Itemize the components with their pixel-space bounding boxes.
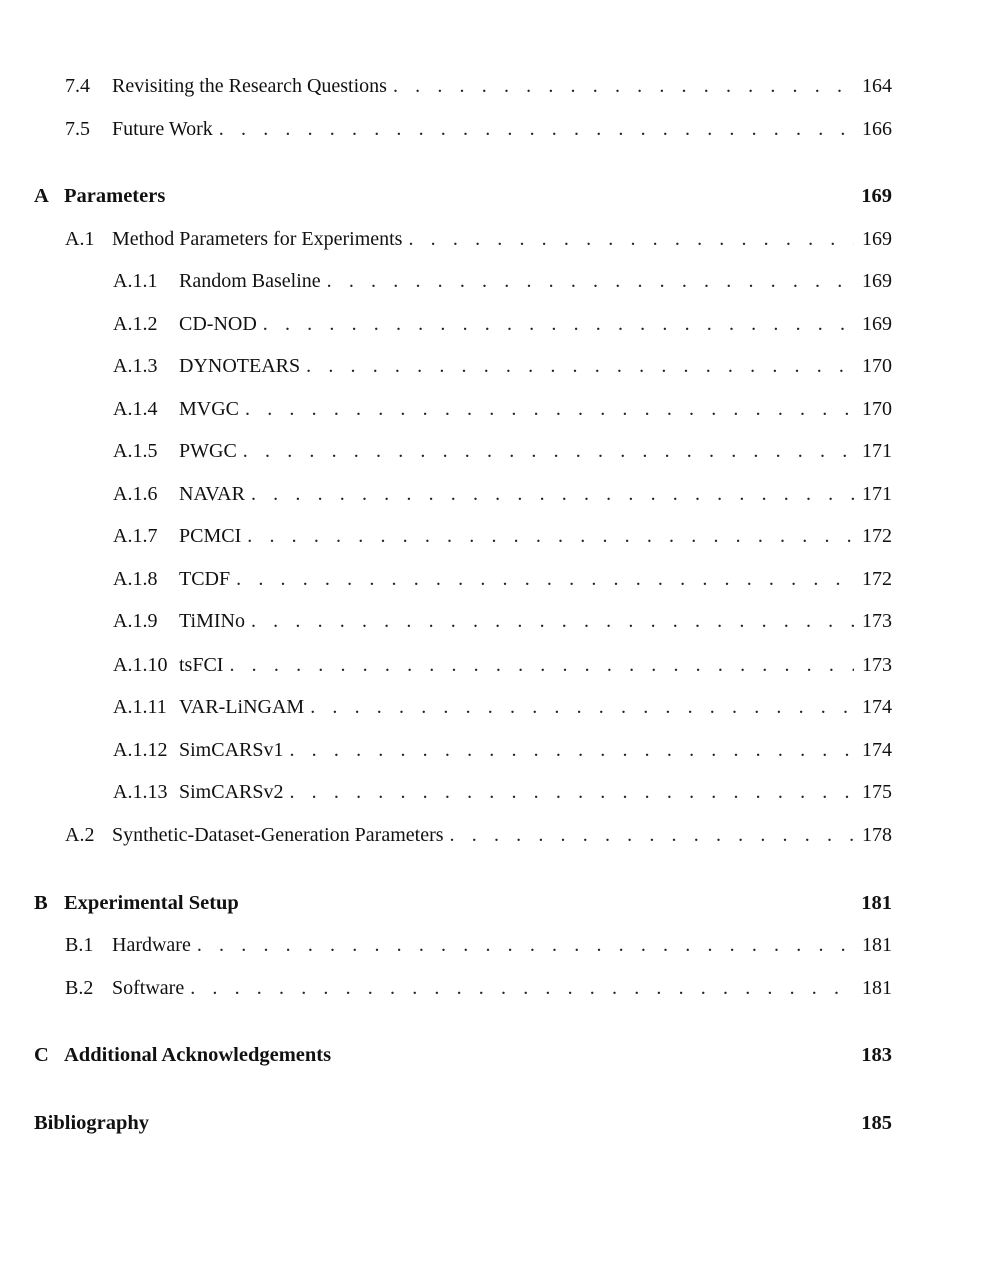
toc-number: 7.4 [65, 75, 90, 97]
toc-entry-a-1-4[interactable] [113, 397, 892, 421]
toc-page: 169 [862, 270, 892, 292]
toc-title: tsFCI [179, 654, 224, 676]
toc-number: B [34, 892, 48, 914]
dot-leader [306, 354, 854, 378]
toc-chapter-b[interactable] [34, 891, 892, 915]
toc-page: 169 [862, 228, 892, 250]
toc-entry-a-1-1[interactable] [113, 269, 892, 293]
toc-page: 174 [862, 739, 892, 761]
toc-page: 169 [861, 185, 892, 207]
dot-leader [236, 567, 854, 591]
toc-number: A.1.5 [113, 440, 158, 462]
toc-number: A.1 [65, 228, 95, 250]
dot-leader [251, 482, 854, 506]
toc-entry-a-1-13[interactable] [113, 780, 892, 804]
toc-title: SimCARSv2 [179, 781, 284, 803]
toc-page: 181 [862, 934, 892, 956]
toc-chapter-c[interactable] [34, 1043, 892, 1067]
dot-leader [243, 439, 854, 463]
dot-leader [197, 933, 854, 957]
toc-number: A.1.10 [113, 654, 168, 676]
toc-page: 171 [862, 440, 892, 462]
toc-entry-b-2[interactable] [65, 976, 892, 1000]
toc-page: 173 [862, 610, 892, 632]
toc-number: A.1.7 [113, 525, 158, 547]
toc-number: A.1.3 [113, 355, 158, 377]
toc-chapter-a[interactable] [34, 184, 892, 208]
toc-page: 169 [862, 313, 892, 335]
dot-leader [310, 695, 854, 719]
toc-entry-a-1-7[interactable] [113, 524, 892, 548]
dot-leader [289, 780, 854, 804]
toc-title: CD-NOD [179, 313, 257, 335]
toc-number: A [34, 185, 49, 207]
toc-entry-a-1-10[interactable] [113, 653, 892, 677]
toc-title: Parameters [64, 185, 166, 207]
toc-chapter-bibliography[interactable] [34, 1111, 892, 1135]
toc-title: Method Parameters for Experiments [112, 228, 403, 250]
toc-number: A.2 [65, 824, 95, 846]
toc-entry-a-1-6[interactable] [113, 482, 892, 506]
toc-page: 181 [862, 977, 892, 999]
toc-page: 174 [862, 696, 892, 718]
toc-page: 185 [861, 1112, 892, 1134]
toc-title: TCDF [179, 568, 231, 590]
toc-title: Experimental Setup [64, 892, 239, 914]
toc-page: 171 [862, 483, 892, 505]
toc-entry-a-1-2[interactable] [113, 312, 892, 336]
toc-number: C [34, 1044, 49, 1066]
toc-title: Revisiting the Research Questions [112, 75, 387, 97]
toc-page: 170 [862, 398, 892, 420]
toc-page: 181 [861, 892, 892, 914]
dot-leader [327, 269, 854, 293]
dot-leader [263, 312, 854, 336]
toc-title: TiMINo [179, 610, 245, 632]
toc-number: A.1.11 [113, 696, 167, 718]
dot-leader [450, 823, 854, 847]
toc-entry-7-4[interactable] [65, 74, 892, 98]
toc-title: Hardware [112, 934, 191, 956]
dot-leader [245, 397, 854, 421]
toc-page: 175 [862, 781, 892, 803]
toc-number: A.1.4 [113, 398, 158, 420]
toc-entry-a-2[interactable] [65, 823, 892, 847]
dot-leader [408, 227, 854, 251]
toc-number: A.1.12 [113, 739, 168, 761]
toc-title: Additional Acknowledgements [64, 1044, 332, 1066]
toc-entry-a-1-12[interactable] [113, 738, 892, 762]
toc-title: Random Baseline [179, 270, 321, 292]
toc-title: PWGC [179, 440, 237, 462]
toc-title: PCMCI [179, 525, 242, 547]
dot-leader [219, 117, 854, 141]
toc-number: A.1.13 [113, 781, 168, 803]
toc-title: Future Work [112, 118, 213, 140]
toc-entry-a-1-3[interactable] [113, 354, 892, 378]
dot-leader [289, 738, 854, 762]
dot-leader [393, 74, 854, 98]
toc-title: MVGC [179, 398, 240, 420]
toc-page: 183 [861, 1044, 892, 1066]
dot-leader [190, 976, 854, 1000]
toc-entry-a-1[interactable] [65, 227, 892, 251]
toc-number: A.1.2 [113, 313, 158, 335]
dot-leader [229, 653, 854, 677]
toc-entry-a-1-5[interactable] [113, 439, 892, 463]
toc-page: 166 [862, 118, 892, 140]
toc-title: VAR-LiNGAM [179, 696, 305, 718]
toc-title: Bibliography [34, 1112, 150, 1134]
toc-page: 172 [862, 568, 892, 590]
dot-leader [247, 524, 854, 548]
toc-title: Synthetic-Dataset-Generation Parameters [112, 824, 444, 846]
toc-number: B.2 [65, 977, 94, 999]
toc-number: A.1.6 [113, 483, 158, 505]
toc-number: A.1.1 [113, 270, 158, 292]
toc-entry-7-5[interactable] [65, 117, 892, 141]
toc-number: 7.5 [65, 118, 90, 140]
toc-number: A.1.9 [113, 610, 158, 632]
toc-page: 164 [862, 75, 892, 97]
toc-page: 178 [862, 824, 892, 846]
toc-entry-b-1[interactable] [65, 933, 892, 957]
toc-entry-a-1-8[interactable] [113, 567, 892, 591]
toc-page: 173 [862, 654, 892, 676]
toc-entry-a-1-9[interactable] [113, 609, 892, 633]
toc-title: NAVAR [179, 483, 245, 505]
toc-title: Software [112, 977, 185, 999]
toc-number: B.1 [65, 934, 94, 956]
toc-page: 172 [862, 525, 892, 547]
toc-page: 170 [862, 355, 892, 377]
toc-entry-a-1-11[interactable] [113, 695, 892, 719]
toc-number: A.1.8 [113, 568, 158, 590]
toc-title: DYNOTEARS [179, 355, 301, 377]
dot-leader [251, 609, 854, 633]
toc-title: SimCARSv1 [179, 739, 284, 761]
